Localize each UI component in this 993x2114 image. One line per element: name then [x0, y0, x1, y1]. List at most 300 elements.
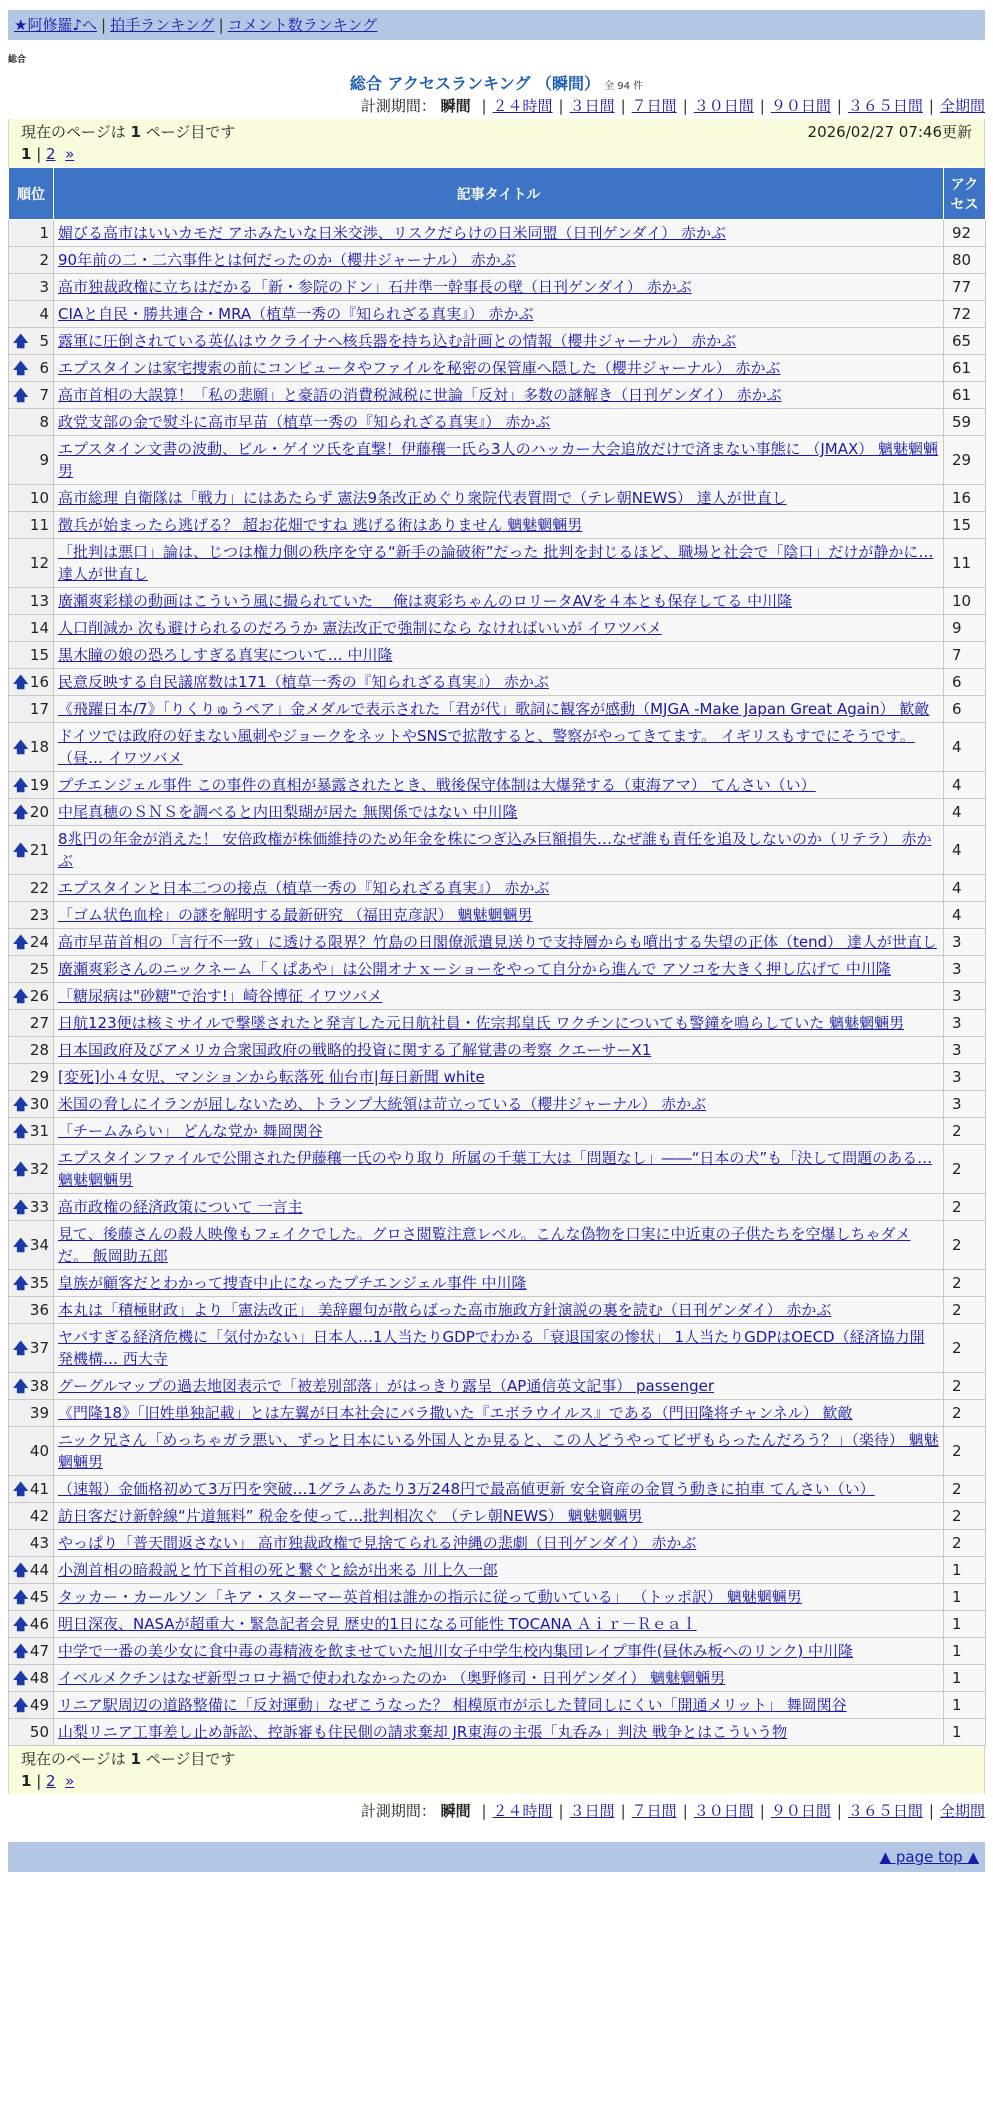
title-cell	[54, 1064, 944, 1091]
access-count: 9	[944, 615, 986, 642]
access-count: 1	[944, 1719, 986, 1746]
access-count: 2	[944, 1530, 986, 1557]
next-page-link[interactable]: »	[65, 1772, 75, 1790]
rank-number: 42	[29, 1507, 49, 1525]
rank-cell	[9, 929, 54, 956]
period-link[interactable]: ３６５日間	[847, 1802, 923, 1820]
period-link[interactable]: ９０日間	[770, 1802, 831, 1820]
article-link[interactable]: ヤバすぎる経済危機に「気付かない」日本人…1人当たりGDPでわかる「衰退国家の惨状」 1人当たりGDPはOECD（経済協力開発機構… 西大寺	[58, 1328, 925, 1368]
access-count: 2	[944, 1373, 986, 1400]
article-link[interactable]: 「糖尿病は"砂糖"で治す!」崎谷博征 イワツバメ	[58, 987, 383, 1005]
title-cell	[54, 1037, 944, 1064]
table-row	[9, 956, 986, 983]
article-link[interactable]: 高市独裁政権に立ちはだかる「新・参院のドン」石井準一幹事長の壁（日刊ゲンダイ） 赤かぶ	[58, 278, 692, 296]
article-link[interactable]: 90年前の二・二六事件とは何だったのか（櫻井ジャーナル） 赤かぶ	[58, 251, 516, 269]
table-row	[9, 1221, 986, 1270]
table-row	[9, 1638, 986, 1665]
page-2-link[interactable]: 2	[46, 1772, 56, 1790]
rank-cell	[9, 1400, 54, 1427]
rank-number: 5	[39, 332, 49, 350]
rank-cell	[9, 1503, 54, 1530]
rank-up-arrow-icon: 🡅	[13, 673, 29, 691]
article-link[interactable]: ドイツでは政府の好まない風刺やジョークをネットやSNSで拡散すると、警察がやってきてます。 イギリスもすでにそうです。（昼… イワツバメ	[58, 727, 915, 767]
rank-cell	[9, 615, 54, 642]
article-link[interactable]: 中尾真穂のＳＮＳを調べると内田梨瑚が居た 無関係ではない 中川隆	[58, 803, 518, 821]
rank-up-arrow-icon: 🡅	[13, 1696, 29, 1714]
table-row	[9, 1145, 986, 1194]
title-cell	[54, 485, 944, 512]
rank-cell	[9, 301, 54, 328]
rank-number: 49	[29, 1696, 49, 1714]
applause-ranking-link[interactable]: 拍手ランキング	[110, 16, 215, 34]
rank-number: 16	[29, 673, 49, 691]
rank-cell	[9, 1665, 54, 1692]
rank-number: 21	[29, 841, 49, 859]
article-link[interactable]: 「チームみらい」 どんな党か 舞岡関谷	[58, 1122, 323, 1140]
article-link[interactable]: グーグルマップの過去地図表示で「被差別部落」がはっきり露呈（AP通信英文記事） passenger	[58, 1377, 715, 1395]
article-link[interactable]: 明日深夜、NASAが超重大・緊急記者会見 歴史的1日になる可能性 TOCANA Ａｉｒ－Ｒｅａｌ	[58, 1615, 697, 1633]
title-cell	[54, 1145, 944, 1194]
article-link[interactable]: 「ゴム状色血栓」の謎を解明する最新研究 （福田克彦訳） 魑魅魍魎男	[58, 906, 533, 924]
rank-up-arrow-icon: 🡅	[13, 933, 29, 951]
access-count: 59	[944, 409, 986, 436]
rank-number: 39	[29, 1404, 49, 1422]
rank-number: 9	[39, 451, 49, 469]
article-link[interactable]: 「批判は悪口」論は、じつは権力側の秩序を守る“新手の論破術”だった 批判を封じるほど、職場と社会で「陰口」だけが静かに… 達人が世直し	[58, 543, 934, 583]
title-cell	[54, 512, 944, 539]
period-link[interactable]: ２４時間	[492, 1802, 553, 1820]
rank-up-arrow-icon: 🡅	[13, 738, 29, 756]
article-link[interactable]: 民意反映する自民議席数は171（植草一秀の『知られざる真実』） 赤かぶ	[58, 673, 549, 691]
access-count: 3	[944, 1091, 986, 1118]
rank-cell	[9, 1324, 54, 1373]
rank-number: 33	[29, 1198, 49, 1216]
article-link[interactable]: タッカー・カールソン「キア・スターマー英首相は誰かの指示に従って動いている」 （トッポ訳） 魑魅魍魎男	[58, 1588, 802, 1606]
rank-number: 17	[29, 700, 49, 718]
rank-cell	[9, 1145, 54, 1194]
table-row	[9, 1719, 986, 1746]
rank-cell	[9, 382, 54, 409]
article-link[interactable]: 廣瀬爽彩様の動画はこういう風に撮られていた ＿俺は爽彩ちゃんのロリータAVを４本とも保存してる 中川隆	[58, 592, 793, 610]
article-link[interactable]: 高市早苗首相の「言行不一致」に透ける限界？竹島の日閣僚派遣見送りで支持層からも噴出する失望の正体（tend） 達人が世直し	[58, 933, 937, 951]
table-row	[9, 382, 986, 409]
period-label: 計測期間：	[360, 1802, 436, 1820]
period-separator: |	[682, 97, 688, 115]
access-count: 3	[944, 1037, 986, 1064]
access-count: 6	[944, 696, 986, 723]
table-row	[9, 1010, 986, 1037]
access-count: 2	[944, 1324, 986, 1373]
period-selector-bottom	[8, 1800, 985, 1822]
table-row	[9, 220, 986, 247]
article-link[interactable]: 高市政権の経済政策について 一言主	[58, 1198, 303, 1216]
rank-cell	[9, 1611, 54, 1638]
rank-number: 2	[39, 251, 49, 269]
access-count: 4	[944, 826, 986, 875]
rank-cell	[9, 588, 54, 615]
rank-number: 34	[29, 1236, 49, 1254]
article-link[interactable]: 山梨リニア工事差し止め訴訟、控訴審も住民側の請求棄却 JR東海の主張「丸呑み」判決 戦争とはこういう物	[58, 1723, 788, 1741]
period-separator: |	[928, 1802, 934, 1820]
access-count: 2	[944, 1427, 986, 1476]
period-separator: |	[620, 97, 626, 115]
rank-number: 48	[29, 1669, 49, 1687]
rank-up-arrow-icon: 🡅	[13, 1480, 29, 1498]
access-count: 80	[944, 247, 986, 274]
title-cell	[54, 301, 944, 328]
title-cell	[54, 956, 944, 983]
rank-cell	[9, 1638, 54, 1665]
nav-separator: |	[218, 16, 224, 34]
rank-number: 43	[29, 1534, 49, 1552]
rank-number: 19	[29, 776, 49, 794]
article-link[interactable]: 政党支部の金で熨斗に高市早苗（植草一秀の『知られざる真実』） 赤かぶ	[58, 413, 551, 431]
access-count: 29	[944, 436, 986, 485]
rank-up-arrow-icon: 🡅	[13, 776, 29, 794]
rank-cell	[9, 1118, 54, 1145]
article-link[interactable]: 高市総理 自衛隊は「戦力」にはあたらず 憲法9条改正めぐり衆院代表質問で（テレ朝NEWS） 達人が世直し	[58, 489, 787, 507]
title-cell	[54, 723, 944, 772]
access-count: 4	[944, 723, 986, 772]
title-header: 記事タイトル	[54, 168, 944, 220]
rank-up-arrow-icon: 🡅	[13, 1377, 29, 1395]
article-link[interactable]: 本丸は「積極財政」より「憲法改正」 美辞麗句が散らばった高市施政方針演説の裏を読む（日刊ゲンダイ） 赤かぶ	[58, 1301, 832, 1319]
access-count: 2	[944, 1476, 986, 1503]
title-cell	[54, 220, 944, 247]
rank-number: 14	[29, 619, 49, 637]
table-row	[9, 1091, 986, 1118]
table-row	[9, 1297, 986, 1324]
rank-number: 30	[29, 1095, 49, 1113]
table-row	[9, 1530, 986, 1557]
rank-number: 18	[29, 738, 49, 756]
period-link[interactable]: ２４時間	[492, 97, 553, 115]
current-page-text: 現在のページは 1 ページ目です	[21, 1750, 236, 1768]
rank-cell	[9, 1194, 54, 1221]
home-link[interactable]: ★阿修羅♪へ	[14, 16, 98, 34]
access-count: 7	[944, 642, 986, 669]
rank-cell	[9, 1530, 54, 1557]
rank-cell	[9, 1584, 54, 1611]
table-row	[9, 1503, 986, 1530]
title-cell	[54, 436, 944, 485]
access-count: 3	[944, 1064, 986, 1091]
title-cell	[54, 382, 944, 409]
period-link[interactable]: ７日間	[631, 97, 677, 115]
article-link[interactable]: エプスタインと日本二つの接点（植草一秀の『知られざる真実』） 赤かぶ	[58, 879, 550, 897]
title-cell	[54, 1638, 944, 1665]
title-cell	[54, 772, 944, 799]
rank-cell	[9, 696, 54, 723]
table-row	[9, 929, 986, 956]
period-label: 計測期間：	[360, 97, 436, 115]
rank-number: 11	[29, 516, 49, 534]
comment-ranking-link[interactable]: コメント数ランキング	[227, 16, 378, 34]
rank-up-arrow-icon: 🡅	[13, 386, 29, 404]
rank-cell	[9, 723, 54, 772]
rank-number: 41	[29, 1480, 49, 1498]
article-link[interactable]: 8兆円の年金が消えた！ 安倍政権が株価維持のため年金を株につぎ込み巨額損失…なぜ誰も責任を追及しないのか（リテラ） 赤かぶ	[58, 830, 932, 870]
article-link[interactable]: 日航123便は核ミサイルで撃墜されたと発言した元日航社員・佐宗邦皇氏 ワクチンについても警鐘を鳴らしていた 魑魅魍魎男	[58, 1014, 905, 1032]
rank-number: 31	[29, 1122, 49, 1140]
rank-number: 46	[29, 1615, 49, 1633]
rank-number: 10	[29, 489, 49, 507]
table-row	[9, 1400, 986, 1427]
article-link[interactable]: ニック兄さん「めっちゃガラ悪い、ずっと日本にいる外国人とか見ると、この人どうやってビザもらったんだろう？」（楽待） 魑魅魍魎男	[58, 1431, 939, 1471]
table-row	[9, 588, 986, 615]
rank-header: 順位	[9, 168, 54, 220]
article-link[interactable]: リニア駅周辺の道路整備に「反対運動」なぜこうなった？ 相模原市が示した賛同しにくい「開通メリット」 舞岡関谷	[58, 1696, 847, 1714]
access-count: 1	[944, 1584, 986, 1611]
period-link[interactable]: ３０日間	[693, 97, 754, 115]
pager-bottom: 現在のページは 1 ページ目です 1 | 2 »	[8, 1746, 985, 1794]
table-row	[9, 328, 986, 355]
rank-number: 45	[29, 1588, 49, 1606]
title-cell	[54, 409, 944, 436]
period-link[interactable]: ７日間	[631, 1802, 677, 1820]
page-top-link[interactable]: ▲ page top ▲	[879, 1848, 979, 1866]
period-link[interactable]: ３０日間	[693, 1802, 754, 1820]
access-count: 2	[944, 1400, 986, 1427]
footer-bar	[8, 1842, 985, 1872]
page-1-current: 1	[21, 145, 32, 163]
table-row	[9, 247, 986, 274]
rank-cell	[9, 485, 54, 512]
access-count: 15	[944, 512, 986, 539]
article-link[interactable]: 中学で一番の美少女に食中毒の毒精液を飲ませていた旭川女子中学生校内集団レイプ事件(昼休み板へのリンク) 中川隆	[58, 1642, 853, 1660]
access-count: 10	[944, 588, 986, 615]
updated-timestamp: 2026/02/27 07:46更新	[807, 123, 972, 141]
period-link[interactable]: ３日間	[569, 1802, 615, 1820]
title-cell	[54, 1010, 944, 1037]
title-cell	[54, 588, 944, 615]
rank-number: 23	[29, 906, 49, 924]
access-count: 4	[944, 799, 986, 826]
rank-cell	[9, 1557, 54, 1584]
article-link[interactable]: 米国の脅しにイランが屈しないため、トランプ大統領は苛立っている（櫻井ジャーナル） 赤かぶ	[58, 1095, 707, 1113]
period-link[interactable]: 全期間	[939, 1802, 985, 1820]
title-cell	[54, 615, 944, 642]
period-separator: |	[481, 1802, 487, 1820]
rank-cell	[9, 956, 54, 983]
title-cell	[54, 1692, 944, 1719]
table-row	[9, 1476, 986, 1503]
table-row	[9, 1037, 986, 1064]
rank-number: 4	[39, 305, 49, 323]
rank-number: 37	[29, 1339, 49, 1357]
rank-up-arrow-icon: 🡅	[13, 1160, 29, 1178]
rank-cell	[9, 772, 54, 799]
table-row	[9, 902, 986, 929]
article-link[interactable]: 徴兵が始まったら逃げる？ 超お花畑ですね 逃げる術はありません 魑魅魍魎男	[58, 516, 583, 534]
rank-up-arrow-icon: 🡅	[13, 1274, 29, 1292]
title-cell	[54, 1427, 944, 1476]
table-row	[9, 1584, 986, 1611]
access-count: 11	[944, 539, 986, 588]
access-count: 2	[944, 1118, 986, 1145]
rank-up-arrow-icon: 🡅	[13, 841, 29, 859]
period-separator: |	[836, 1802, 842, 1820]
rank-up-arrow-icon: 🡅	[13, 1095, 29, 1113]
period-link[interactable]: 全期間	[939, 97, 985, 115]
access-count: 4	[944, 772, 986, 799]
article-link[interactable]: エプスタインファイルで公開された伊藤穰一氏のやり取り 所属の千葉工大は「問題なし」――“日本の犬”も「決して問題のある… 魑魅魍魎男	[58, 1149, 933, 1189]
rank-cell	[9, 1476, 54, 1503]
table-row	[9, 1324, 986, 1373]
title-cell	[54, 1665, 944, 1692]
rank-cell	[9, 1427, 54, 1476]
access-count: 1	[944, 1665, 986, 1692]
rank-number: 8	[39, 413, 49, 431]
rank-up-arrow-icon: 🡅	[13, 1642, 29, 1660]
rank-number: 47	[29, 1642, 49, 1660]
article-link[interactable]: エプスタインは家宅捜索の前にコンピュータやファイルを秘密の保管庫へ隠した（櫻井ジャーナル） 赤かぶ	[58, 359, 781, 377]
access-count: 72	[944, 301, 986, 328]
title-cell	[54, 929, 944, 956]
article-link[interactable]: 露軍に圧倒されている英仏はウクライナへ核兵器を持ち込む計画との情報（櫻井ジャーナル） 赤かぶ	[58, 332, 737, 350]
table-row	[9, 1557, 986, 1584]
title-cell	[54, 1530, 944, 1557]
rank-number: 28	[29, 1041, 49, 1059]
ranking-table	[8, 167, 986, 1746]
article-link[interactable]: 《飛躍日本/7》「りくりゅうペア」金メダルで表示された「君が代」歌詞に観客が感動（MJGA -Make Japan Great Again） 歓敵	[58, 700, 930, 718]
title-cell	[54, 983, 944, 1010]
rank-cell	[9, 1091, 54, 1118]
title-cell	[54, 875, 944, 902]
table-row	[9, 772, 986, 799]
rank-cell	[9, 669, 54, 696]
article-link[interactable]: 黒木瞳の娘の恐ろしすぎる真実について… 中川隆	[58, 646, 393, 664]
access-count: 4	[944, 902, 986, 929]
ranking-title: 総合 アクセスランキング （瞬間）	[349, 74, 601, 93]
rank-up-arrow-icon: 🡅	[13, 332, 29, 350]
table-row	[9, 826, 986, 875]
article-link[interactable]: やっぱり「普天間返さない」 高市独裁政権で見捨てられる沖縄の悲劇（日刊ゲンダイ） 赤かぶ	[58, 1534, 697, 1552]
category-label: 総合	[8, 55, 27, 65]
table-row	[9, 723, 986, 772]
rank-number: 25	[29, 960, 49, 978]
rank-number: 40	[29, 1442, 49, 1460]
table-row	[9, 642, 986, 669]
access-count: 77	[944, 274, 986, 301]
rank-cell	[9, 826, 54, 875]
table-row	[9, 983, 986, 1010]
article-link[interactable]: 廣瀬爽彩さんのニックネーム「くぱあや」は公開オナｘーショーをやって自分から進んで アソコを大きく押し広げて 中川隆	[58, 960, 891, 978]
page-2-link[interactable]: 2	[46, 145, 56, 163]
period-separator: |	[481, 97, 487, 115]
article-link[interactable]: 見て、後藤さんの殺人映像もフェイクでした。グロさ閲覧注意レベル。こんな偽物を口実に中近東の子供たちを空爆しちゃダメだ。 飯岡助五郎	[58, 1225, 911, 1265]
article-link[interactable]: 媚びる高市はいいカモだ アホみたいな日米交渉、リスクだらけの日米同盟（日刊ゲンダイ） 赤かぶ	[58, 224, 727, 242]
rank-number: 32	[29, 1160, 49, 1178]
table-row	[9, 409, 986, 436]
article-link[interactable]: エプスタイン文書の波動、ビル・ゲイツ氏を直撃！伊藤穰一氏ら3人のハッカー大会追放だけで済まない事態に （JMAX） 魑魅魍魎男	[58, 440, 939, 480]
article-link[interactable]: CIAと自民・勝共連合・MRA（植草一秀の『知られざる真実』） 赤かぶ	[58, 305, 534, 323]
page-title	[0, 71, 993, 93]
table-row	[9, 1194, 986, 1221]
rank-number: 3	[39, 278, 49, 296]
article-link[interactable]: [変死]小４女児、マンションから転落死 仙台市|毎日新聞 white	[58, 1068, 485, 1086]
rank-cell	[9, 220, 54, 247]
next-page-link[interactable]: »	[65, 145, 75, 163]
access-count: 2	[944, 1270, 986, 1297]
rank-up-arrow-icon: 🡅	[13, 1236, 29, 1254]
rank-number: 24	[29, 933, 49, 951]
access-count: 2	[944, 1221, 986, 1270]
rank-up-arrow-icon: 🡅	[13, 987, 29, 1005]
table-row	[9, 875, 986, 902]
access-count: 1	[944, 1638, 986, 1665]
article-link[interactable]: イベルメクチンはなぜ新型コロナ禍で使われなかったのか （奥野修司・日刊ゲンダイ） 魑魅魍魎男	[58, 1669, 726, 1687]
access-count: 3	[944, 929, 986, 956]
table-row	[9, 301, 986, 328]
title-cell	[54, 1584, 944, 1611]
article-link[interactable]: 高市首相の大誤算！「私の悲願」と豪語の消費税減税に世論「反対」多数の謎解き（日刊ゲンダイ） 赤かぶ	[58, 386, 782, 404]
table-row	[9, 1665, 986, 1692]
table-row	[9, 1692, 986, 1719]
access-count: 6	[944, 669, 986, 696]
title-cell	[54, 1118, 944, 1145]
rank-number: 44	[29, 1561, 49, 1579]
table-row	[9, 512, 986, 539]
rank-cell	[9, 512, 54, 539]
rank-number: 35	[29, 1274, 49, 1292]
table-row	[9, 1611, 986, 1638]
table-row	[9, 1118, 986, 1145]
table-row	[9, 1427, 986, 1476]
top-navigation	[8, 10, 985, 40]
period-separator: |	[759, 1802, 765, 1820]
period-separator: |	[836, 97, 842, 115]
access-count: 2	[944, 1145, 986, 1194]
period-current: 瞬間	[440, 97, 471, 115]
table-row	[9, 436, 986, 485]
article-link[interactable]: 訪日客だけ新幹線“片道無料” 税金を使って…批判相次ぐ （テレ朝NEWS） 魑魅魍魎男	[58, 1507, 643, 1525]
title-cell	[54, 355, 944, 382]
table-row	[9, 696, 986, 723]
rank-up-arrow-icon: 🡅	[13, 1339, 29, 1357]
period-separator: |	[620, 1802, 626, 1820]
rank-cell	[9, 409, 54, 436]
article-link[interactable]: 小渕首相の暗殺説と竹下首相の死と繋ぐと絵が出来る 川上久一郎	[58, 1561, 498, 1579]
rank-number: 15	[29, 646, 49, 664]
article-link[interactable]: プチエンジェル事件 この事件の真相が暴露されたとき、戦後保守体制は大爆発する（東海アマ） てんさい（い）	[58, 776, 816, 794]
period-separator: |	[558, 97, 564, 115]
title-cell	[54, 1719, 944, 1746]
title-cell	[54, 1221, 944, 1270]
rank-up-arrow-icon: 🡅	[13, 803, 29, 821]
period-link[interactable]: ９０日間	[770, 97, 831, 115]
total-count: 全 94 件	[604, 81, 644, 92]
article-link[interactable]: 《門隆18》「旧姓単独記載」とは左翼が日本社会にバラ撒いた『エボラウイルス』である（門田隆将チャンネル） 歓敵	[58, 1404, 853, 1422]
title-cell	[54, 1476, 944, 1503]
rank-number: 38	[29, 1377, 49, 1395]
access-count: 2	[944, 1297, 986, 1324]
rank-up-arrow-icon: 🡅	[13, 1561, 29, 1579]
access-count: 2	[944, 1194, 986, 1221]
access-count: 65	[944, 328, 986, 355]
table-row	[9, 1064, 986, 1091]
article-link[interactable]: （速報）金価格初めて3万円を突破…1グラムあたり3万248円で最高値更新 安全資産の金買う動きに拍車 てんさい（い）	[58, 1480, 875, 1498]
article-link[interactable]: 人口削減か 次も避けられるのだろうか 憲法改正で強制になら なければいいが イワツバメ	[58, 619, 662, 637]
article-link[interactable]: 皇族が顧客だとわかって捜査中止になったプチエンジェル事件 中川隆	[58, 1274, 527, 1292]
article-link[interactable]: 日本国政府及びアメリカ合衆国政府の戦略的投資に関する了解覚書の考察 クエーサーX1	[58, 1041, 652, 1059]
table-row	[9, 799, 986, 826]
access-header: アクセス	[944, 168, 986, 220]
rank-cell	[9, 799, 54, 826]
period-link[interactable]: ３６５日間	[847, 97, 923, 115]
period-link[interactable]: ３日間	[569, 97, 615, 115]
rank-number: 26	[29, 987, 49, 1005]
